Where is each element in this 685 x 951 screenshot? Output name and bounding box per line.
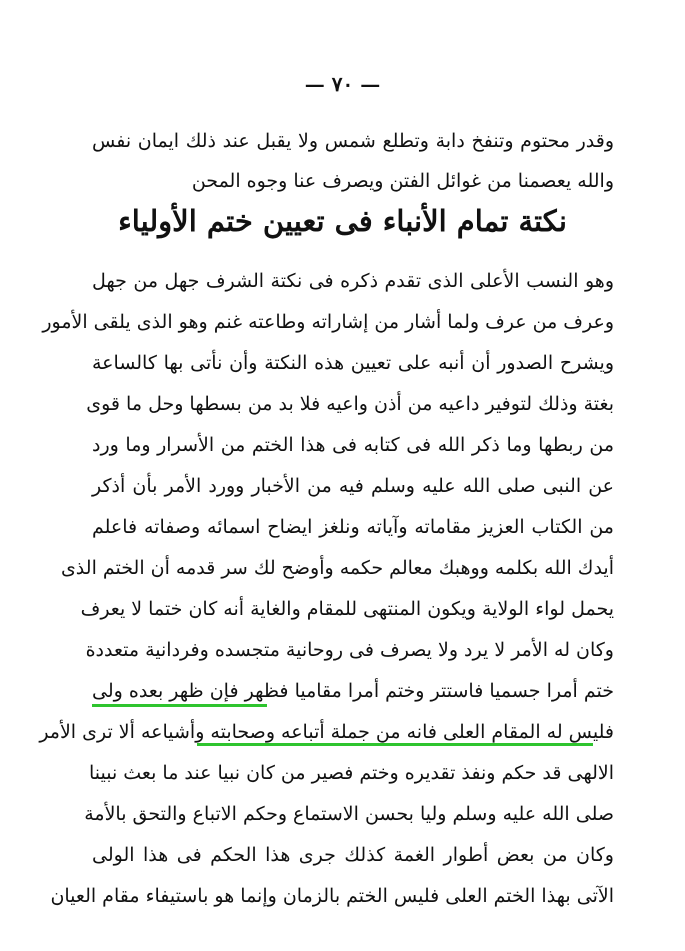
text-line: الآتى بهذا الختم العلى فليس الختم بالزمان وإنما هو باستيفاء مقام العيان — [50, 885, 614, 907]
section-heading: نكتة تمام الأنباء فى تعيين ختم الأولياء — [118, 204, 567, 238]
text-line: والله يعصمنا من غوائل الفتن ويصرف عنا وجوه المحن — [191, 170, 614, 192]
highlight-underline — [92, 704, 267, 707]
text-line: ختم أمرا جسميا فاستتر وختم أمرا مقاميا فظهر فإن ظهر بعده ولى — [92, 680, 614, 702]
page-number: — ٧٠ — — [304, 72, 381, 96]
text-line: من الكتاب العزيز مقاماته وآياته ونلغز ايضاح اسمائه وصفاته فاعلم — [92, 516, 614, 538]
text-line: من ربطها وما ذكر الله فى كتابه فى هذا الختم من الأسرار وما ورد — [92, 434, 614, 456]
highlight-underline — [197, 743, 593, 746]
text-line: وعرف من عرف ولما أشار من إشاراته وطاعته غنم وهو الذى يلقى الأمور — [42, 311, 614, 333]
text-line: وكان من بعض أطوار الغمة كذلك جرى هذا الحكم فى هذا الولى — [92, 844, 614, 866]
text-line: بغتة وذلك لتوفير داعيه من أذن واعيه فلا بد من بسطها وحل ما قوى — [86, 393, 614, 415]
text-line: وكان له الأمر لا يرد ولا يصرف فى روحانية متجسده وفردانية متعددة — [85, 639, 614, 661]
text-line: الالهى قد حكم ونفذ تقديره وختم فصير من كان نبيا عند ما بعث نبينا — [88, 762, 614, 784]
text-line: فليس له المقام العلى فانه من جملة أتباعه وصحابته وأشياعه ألا ترى الأمر — [39, 721, 614, 743]
text-line: وقدر محتوم وتنفخ دابة وتطلع شمس ولا يقبل عند ذلك ايمان نفس — [92, 130, 614, 152]
text-line: عن النبى صلى الله عليه وسلم فيه من الأخبار وورد الأمر بأن أذكر — [92, 475, 614, 497]
text-line: صلى الله عليه وسلم وليا بحسن الاستماع وحكم الاتباع والتحق بالأمة — [84, 803, 614, 825]
text-line: يحمل لواء الولاية ويكون المنتهى للمقام والغاية أنه كان ختما لا يعرف — [80, 598, 614, 620]
text-line: ويشرح الصدور أن أنبه على تعيين هذه النكتة وأن نأتى بها كالساعة — [92, 352, 614, 374]
text-line: أيدك الله بكلمه ووهبك معالم حكمه وأوضح لك سر قدمه أن الختم الذى — [60, 557, 614, 579]
text-line: وهو النسب الأعلى الذى تقدم ذكره فى نكتة الشرف جهل من جهل — [92, 270, 614, 292]
